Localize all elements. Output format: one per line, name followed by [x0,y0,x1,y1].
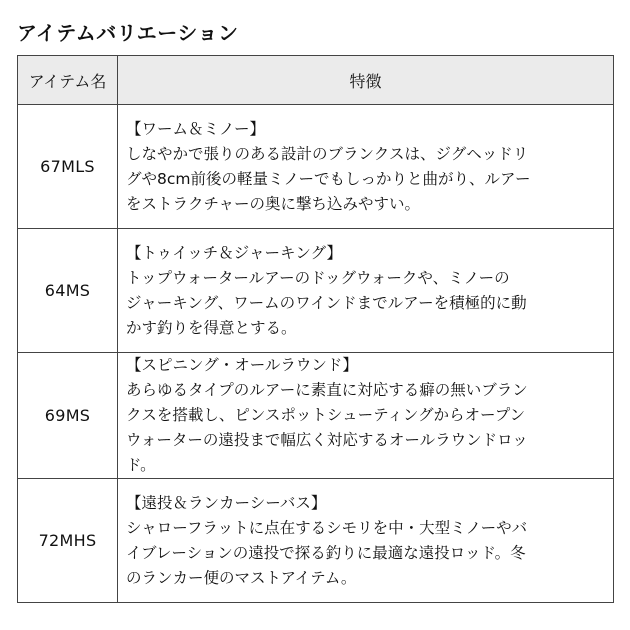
feature-category: 【遠投＆ランカーシーバス】 [126,493,327,512]
feature-text-line: ウォーターの遠投まで幅広く対応するオールラウンドロッ [126,431,528,449]
item-variation-table [17,55,614,603]
header-feature: 特徴 [118,56,614,105]
table-row [18,479,614,603]
feature-text-line: をストラクチャーの奥に撃ち込みやすい。 [126,194,421,213]
item-feature-cell [118,479,614,603]
table-row [18,353,614,479]
feature-text-line: のランカー便のマストアイテム。 [126,568,357,587]
item-name-cell: 64MS [18,229,118,353]
item-name-cell: 69MS [18,353,118,479]
table-row [18,105,614,229]
feature-category: 【ワーム＆ミノー】 [126,119,266,138]
feature-category: 【スピニング・オールラウンド】 [126,356,358,374]
feature-text-line: イブレーションの遠投で探る釣りに最適な遠投ロッド。冬 [126,543,526,562]
item-feature-cell [118,353,614,479]
feature-text-line: あらゆるタイプのルアーに素直に対応する癖の無いブラン [126,381,528,399]
feature-text-line: シャローフラットに点在するシモリを中・大型ミノーやバ [126,518,528,537]
item-feature-cell [118,105,614,229]
feature-text-line: トップウォータールアーのドッグウォークや、ミノーの [126,268,510,287]
feature-text-line: ジャーキング、ワームのワインドまでルアーを積極的に動 [126,293,527,312]
feature-text-line: しなやかで張りのある設計のブランクスは、ジグヘッドリ [126,144,529,163]
header-item-name: アイテム名 [18,56,118,105]
feature-category: 【トゥイッチ＆ジャーキング】 [126,243,342,262]
feature-text-line: かす釣りを得意とする。 [126,318,297,337]
page-title: アイテムバリエーション [17,21,239,45]
feature-text-line: クスを搭載し、ピンスポットシューティングからオープン [126,406,526,424]
item-name-cell: 72MHS [18,479,118,603]
feature-text-line: ド。 [126,456,156,474]
table-row [18,229,614,353]
table-header-row [18,56,614,105]
feature-text-line: グや8cm前後の軽量ミノーでもしっかりと曲がり、ルアー [126,169,531,188]
item-name-cell: 67MLS [18,105,118,229]
item-feature-cell [118,229,614,353]
